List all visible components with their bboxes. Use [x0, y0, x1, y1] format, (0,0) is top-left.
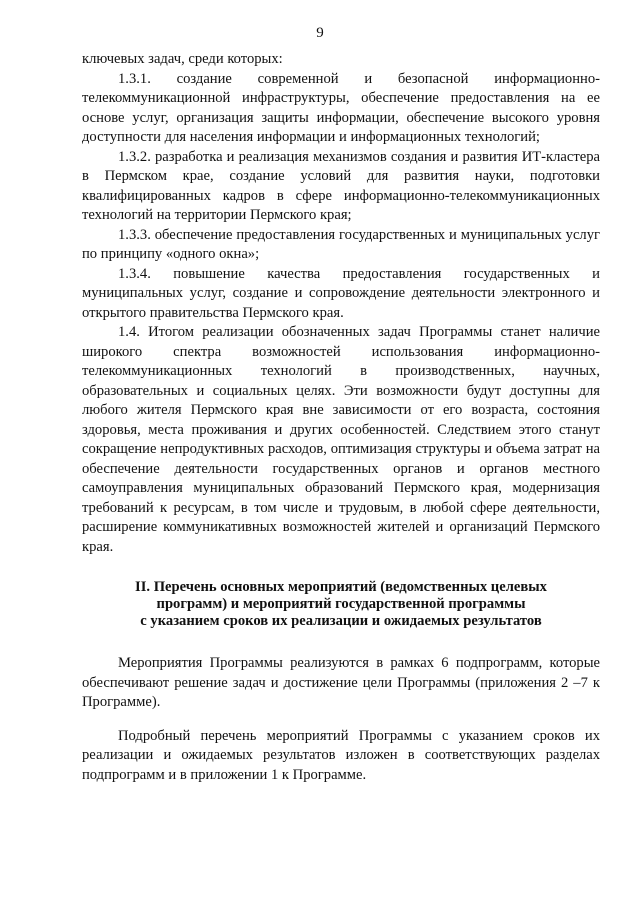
page-number: 9: [316, 25, 324, 41]
paragraph-intro-continuation: ключевых задач, среди которых:: [82, 51, 283, 67]
paragraph-subprograms: Мероприятия Программы реализуются в рамках 6 подпрограмм, которые обеспечивают решение задач и достижение цели Программы (приложения 2 –7 к Программе).: [82, 655, 600, 710]
paragraph-item-1-3-3: 1.3.3. обеспечение предоставления государственных и муниципальных услуг по принципу «одного окна»;: [82, 226, 600, 262]
section-heading: [82, 579, 600, 630]
paragraph-item-1-3-1: 1.3.1. создание современной и безопасной информационно-телекоммуникационной инфраструктуры, обеспечение предоставления на ее основе услуг, организация защиты информации, обеспечение высокого уровня доступности для населения информации и информационных технологий;: [82, 70, 600, 145]
paragraph-item-1-4: 1.4. Итогом реализации обозначенных задач Программы станет наличие широкого спектра возможностей использования информационно-телекоммуникационных технологий в производственных, научных, образовательных и социальных целях. Эти возможности будут доступны для любого жителя Пермского края вне зависимости от его возраста, состояния здоровья, места проживания и других особенностей. Следствием этого станут сокращение непродуктивных расходов, оптимизация структуры и объема затрат на обеспечение деятельности государственных органов и органов местного самоуправления муниципальных образований Пермского края, модернизация требований к ресурсам, в том числе и трудовым, в любой сфере деятельности, расширение коммуникативных возможностей жителей и организаций Пермского края.: [82, 324, 600, 555]
document-body: [82, 50, 600, 785]
section-heading-line: II. Перечень основных мероприятий (ведомственных целевых: [135, 579, 547, 595]
section-heading-line: программ) и мероприятий государственной программы: [156, 596, 526, 612]
paragraph-item-1-3-2: 1.3.2. разработка и реализация механизмов создания и развития ИТ-кластера в Пермском крае, создание условий для развития науки, подготовки квалифицированных кадров в сфере информационно-телекоммуникационных технологий на территории Пермского края;: [82, 148, 600, 223]
paragraph-item-1-3-4: 1.3.4. повышение качества предоставления государственных и муниципальных услуг, создание и сопровождение деятельности электронного и открытого правительства Пермского края.: [82, 265, 600, 321]
section-heading-line: с указанием сроков их реализации и ожидаемых результатов: [140, 613, 542, 629]
paragraph-detailed-list: Подробный перечень мероприятий Программы с указанием сроков их реализации и ожидаемых результатов изложен в соответствующих разделах подпрограмм и в приложении 1 к Программе.: [82, 727, 600, 783]
